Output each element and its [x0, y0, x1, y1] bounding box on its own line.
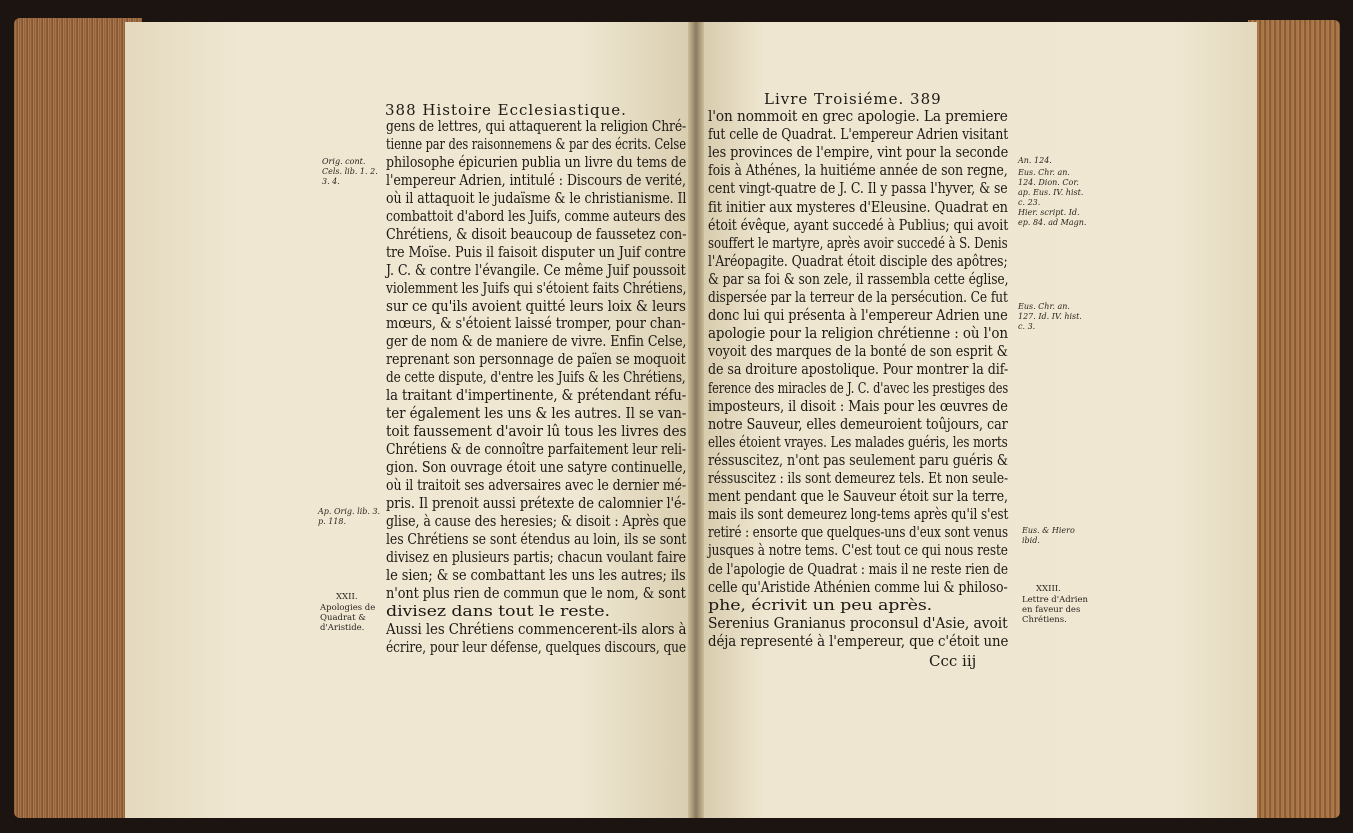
text-line: fut celle de Quadrat. L'empereur Adrien visitant — [708, 125, 1009, 144]
right-margin-note: An. 124. — [1018, 156, 1052, 165]
right-margin-note: Eus. Chr. an. — [1018, 302, 1070, 311]
right-margin-note: ibid. — [1022, 536, 1040, 545]
text-line: réssuscitez : ils sont demeurez tels. Et non seule- — [708, 469, 1008, 487]
right-margin-note: ap. Eus. IV. hist. — [1018, 188, 1084, 197]
text-line: déja representé à l'empereur, que c'étoit une — [708, 631, 1009, 650]
text-line: gens de lettres, qui attaquerent la religion Chré- — [386, 117, 687, 135]
left-margin-note: Cels. lib. 1. 2. — [322, 167, 378, 176]
text-line: donc lui qui présenta à l'empereur Adrien une — [708, 306, 1008, 325]
text-line: cent vingt-quatre de J. C. Il y passa l'hyver, & se — [708, 179, 1008, 198]
text-line: pris. Il prenoit aussi prétexte de calomnier l'é- — [386, 493, 686, 512]
text-line: écrire, pour leur défense, quelques discours, que — [386, 637, 687, 656]
right-margin-note: Eus. Chr. an. — [1018, 168, 1070, 177]
text-line: Chrétiens, & disoit beaucoup de faussetez con- — [386, 224, 687, 243]
right-margin-note: Eus. & Hiero — [1022, 526, 1075, 535]
text-line: imposteurs, il disoit : Mais pour les œuvres de — [708, 396, 1008, 415]
text-line: ger de nom & de maniere de vivre. Enfin Celse, — [386, 332, 687, 351]
text-line: elles étoient vrayes. Les malades guéris, les morts — [708, 432, 1008, 451]
text-line: les provinces de l'empire, vint pour la seconde — [708, 143, 1009, 162]
text-line: dispersée par la terreur de la persécution. Ce fut — [708, 288, 1008, 306]
text-line: Serenius Granianus proconsul d'Asie, avoit — [708, 613, 1008, 632]
right-page-edges — [1248, 20, 1340, 818]
text-line: apologie pour la religion chrétienne : où l'on — [708, 324, 1009, 343]
text-line: n'ont plus rien de commun que le nom, & sont — [386, 583, 686, 602]
right-margin-note: Hier. script. Id. — [1018, 208, 1080, 217]
text-line: étoit évêque, ayant succedé à Publius; qui avoit — [708, 215, 1009, 234]
text-line: glise, à cause des heresies; & disoit : Après que — [386, 511, 687, 530]
text-line: retiré : ensorte que quelques-uns d'eux sont venus — [708, 523, 1009, 542]
text-line: Aussi les Chrétiens commencerent-ils alors à — [386, 619, 687, 638]
text-line: & par sa foi & son zele, il rassembla cette église, — [708, 269, 1009, 288]
left-margin-note: p. 118. — [318, 517, 347, 526]
right-margin-note: c. 3. — [1018, 322, 1036, 331]
right-margin-note: ep. 84. ad Magn. — [1018, 218, 1087, 227]
text-line: celle qu'Aristide Athénien comme lui & philoso- — [708, 577, 1008, 596]
text-line: divisez en plusieurs partis; chacun voulant faire — [386, 547, 686, 566]
text-line: souffert le martyre, après avoir succedé à S. Denis — [708, 233, 1008, 252]
text-line: ference des miracles de J. C. d'avec les prestiges des — [708, 378, 1009, 397]
text-line: où il attaquoit le judaïsme & le christianisme. Il — [386, 188, 687, 207]
left-margin-note: Ap. Orig. lib. 3. — [318, 507, 381, 516]
right-running-head: Livre Troisiéme. 389 — [764, 90, 942, 108]
text-line: la traitant d'impertinente, & prétendant réfu- — [386, 386, 687, 405]
left-section-title: d'Aristide. — [320, 623, 365, 633]
text-line: le sien; & se combattant les uns les autres; ils — [386, 565, 686, 584]
text-line: toit faussement d'avoir lû tous les livres des — [386, 422, 687, 441]
text-line: mais ils sont demeurez long-tems après qu'il s'est — [708, 505, 1009, 524]
text-line: de cette dispute, d'entre les Juifs & les Chrétiens, — [386, 368, 686, 387]
text-line: J. C. & contre l'évangile. Ce même Juif poussoit — [386, 260, 686, 279]
left-page-edges — [14, 18, 142, 818]
text-line: notre Sauveur, elles demeuroient toûjours, car — [708, 414, 1008, 433]
right-margin-note: c. 23. — [1018, 198, 1041, 207]
text-line: jusques à notre tems. C'est tout ce qui nous reste — [708, 541, 1008, 560]
right-section-title: Lettre d'Adrien — [1022, 595, 1088, 605]
right-section-number: XXIII. — [1036, 584, 1061, 594]
signature-mark: Ccc iij — [929, 652, 977, 670]
text-line: divisez dans tout le reste. — [386, 601, 610, 620]
left-running-head: 388 Histoire Ecclesiastique. — [385, 101, 627, 119]
text-line: gion. Son ouvrage étoit une satyre continuelle, — [386, 458, 687, 477]
text-line: reprenant son personnage de païen se moquoit — [386, 350, 686, 369]
right-margin-note: 127. Id. IV. hist. — [1018, 312, 1082, 321]
text-line: l'empereur Adrien, intitulé : Discours de verité, — [386, 170, 686, 189]
text-line: phe, écrivit un peu après. — [708, 595, 933, 614]
left-section-title: Apologies de — [320, 603, 376, 613]
left-section-number: XXII. — [336, 592, 358, 602]
right-section-title: Chrétiens. — [1022, 615, 1067, 625]
text-line: fois à Athénes, la huitiéme année de son regne, — [708, 161, 1008, 180]
text-line: tienne par des raisonnemens & par des écrits. Celse — [386, 134, 686, 153]
text-line: l'on nommoit en grec apologie. La premiere — [708, 107, 1008, 125]
text-line: mœurs, & s'étoient laissé tromper, pour chan- — [386, 314, 686, 333]
text-line: voyoit des marques de la bonté de son esprit & — [708, 342, 1008, 361]
left-margin-note: 3. 4. — [322, 177, 340, 186]
text-line: philosophe épicurien publia un livre du tems de — [386, 152, 687, 171]
text-line: ter également les uns & les autres. Il se van- — [386, 404, 687, 423]
text-line: violemment les Juifs qui s'étoient faits Chrétiens, — [386, 278, 687, 297]
left-margin-note: Orig. cont. — [322, 157, 366, 166]
right-section-title: en faveur des — [1022, 605, 1081, 615]
text-line: tre Moïse. Puis il faisoit disputer un Juif contre — [386, 242, 686, 261]
text-line: ment pendant que le Sauveur étoit sur la terre, — [708, 487, 1008, 506]
text-line: fit initier aux mysteres d'Eleusine. Quadrat en — [708, 197, 1008, 216]
text-line: l'Aréopagite. Quadrat étoit disciple des apôtres; — [708, 251, 1008, 270]
right-margin-note: 124. Dion. Cor. — [1018, 178, 1079, 187]
left-section-title: Quadrat & — [320, 613, 366, 623]
text-line: réssuscitez, n'ont pas seulement paru guéris & — [708, 450, 1009, 469]
text-line: sur ce qu'ils avoient quitté leurs loix & leurs — [386, 296, 686, 315]
text-line: combattoit d'abord les Juifs, comme auteurs des — [386, 206, 686, 225]
text-line: les Chrétiens se sont étendus au loin, ils se sont — [386, 529, 687, 548]
text-line: où il traitoit ses adversaires avec le dernier mé- — [386, 476, 687, 494]
book-gutter — [688, 22, 704, 818]
text-line: de sa droiture apostolique. Pour montrer la dif- — [708, 360, 1009, 379]
text-line: de l'apologie de Quadrat : mais il ne reste rien de — [708, 559, 1008, 578]
text-line: Chrétiens & de connoître parfaitement leur reli- — [386, 440, 687, 459]
